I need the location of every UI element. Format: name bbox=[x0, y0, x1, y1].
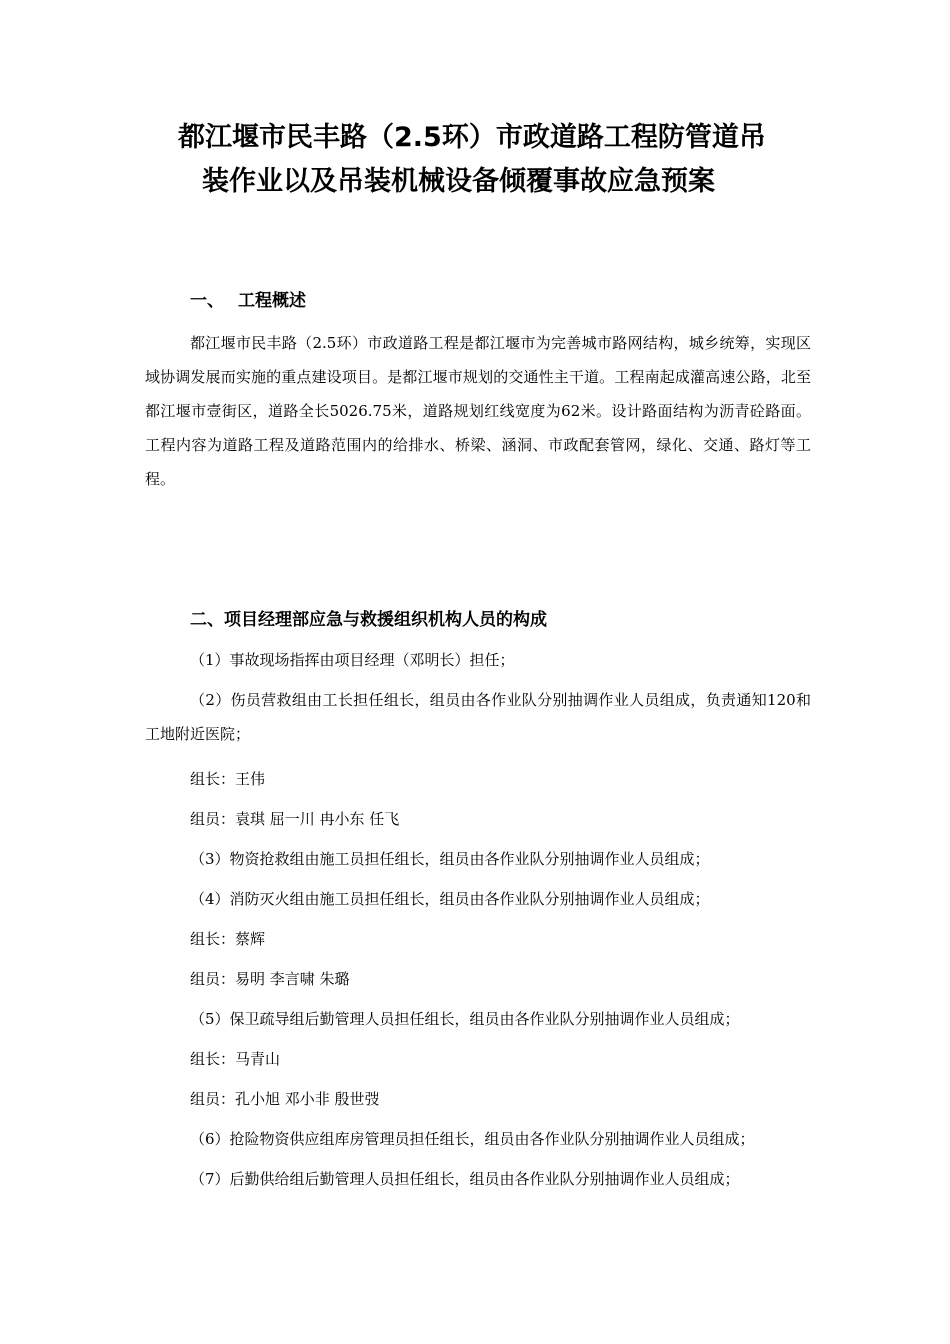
item-5: （5）保卫疏导组后勤管理人员担任组长，组员由各作业队分别抽调作业人员组成； bbox=[190, 1010, 740, 1028]
item-1: （1）事故现场指挥由项目经理（邓明长）担任； bbox=[190, 651, 515, 669]
item-4-members: 组员：易明 李言啸 朱璐 bbox=[190, 970, 350, 988]
item-5-members: 组员：孔小旭 邓小非 殷世弢 bbox=[190, 1090, 380, 1108]
section-1-number: 一、 bbox=[190, 291, 224, 311]
item-5-leader: 组长：马青山 bbox=[190, 1050, 281, 1068]
title-line-1: 都江堰市民丰路（2.5环）市政道路工程防管道吊 bbox=[178, 122, 766, 153]
section-1-title: 工程概述 bbox=[238, 291, 306, 311]
item-7: （7）后勤供给组后勤管理人员担任组长，组员由各作业队分别抽调作业人员组成； bbox=[190, 1170, 740, 1188]
item-2-leader: 组长：王伟 bbox=[190, 770, 266, 788]
section-2-heading: 二、项目经理部应急与救援组织机构人员的构成 bbox=[190, 610, 547, 630]
item-2-members: 组员：袁琪 屈一川 冉小东 任飞 bbox=[190, 810, 400, 828]
item-3: （3）物资抢救组由施工员担任组长，组员由各作业队分别抽调作业人员组成； bbox=[190, 850, 710, 868]
item-4-leader: 组长：蔡辉 bbox=[190, 930, 266, 948]
section-1-heading bbox=[190, 289, 306, 313]
project-overview-paragraph: 都江堰市民丰路（2.5环）市政道路工程是都江堰市为完善城市路网结构，城乡统筹，实现区域协调发展而实施的重点建设项目。是都江堰市规划的交通性主干道。工程南起成灌高速公路，北至都江堰市壹街区，道路全长5026.75米，道路规划红线宽度为62米。设计路面结构为沥青砼路面。工程内容为道路工程及道路范围内的给排水、桥梁、涵洞、市政配套管网，绿化、交通、路灯等工程。 bbox=[145, 334, 811, 488]
item-4: （4）消防灭火组由施工员担任组长，组员由各作业队分别抽调作业人员组成； bbox=[190, 890, 710, 908]
title-line-2: 装作业以及吊装机械设备倾覆事故应急预案 bbox=[202, 166, 715, 197]
item-2: （2）伤员营救组由工长担任组长，组员由各作业队分别抽调作业人员组成，负责通知120和工地附近医院； bbox=[145, 691, 811, 743]
item-6: （6）抢险物资供应组库房管理员担任组长，组员由各作业队分别抽调作业人员组成； bbox=[190, 1130, 755, 1148]
